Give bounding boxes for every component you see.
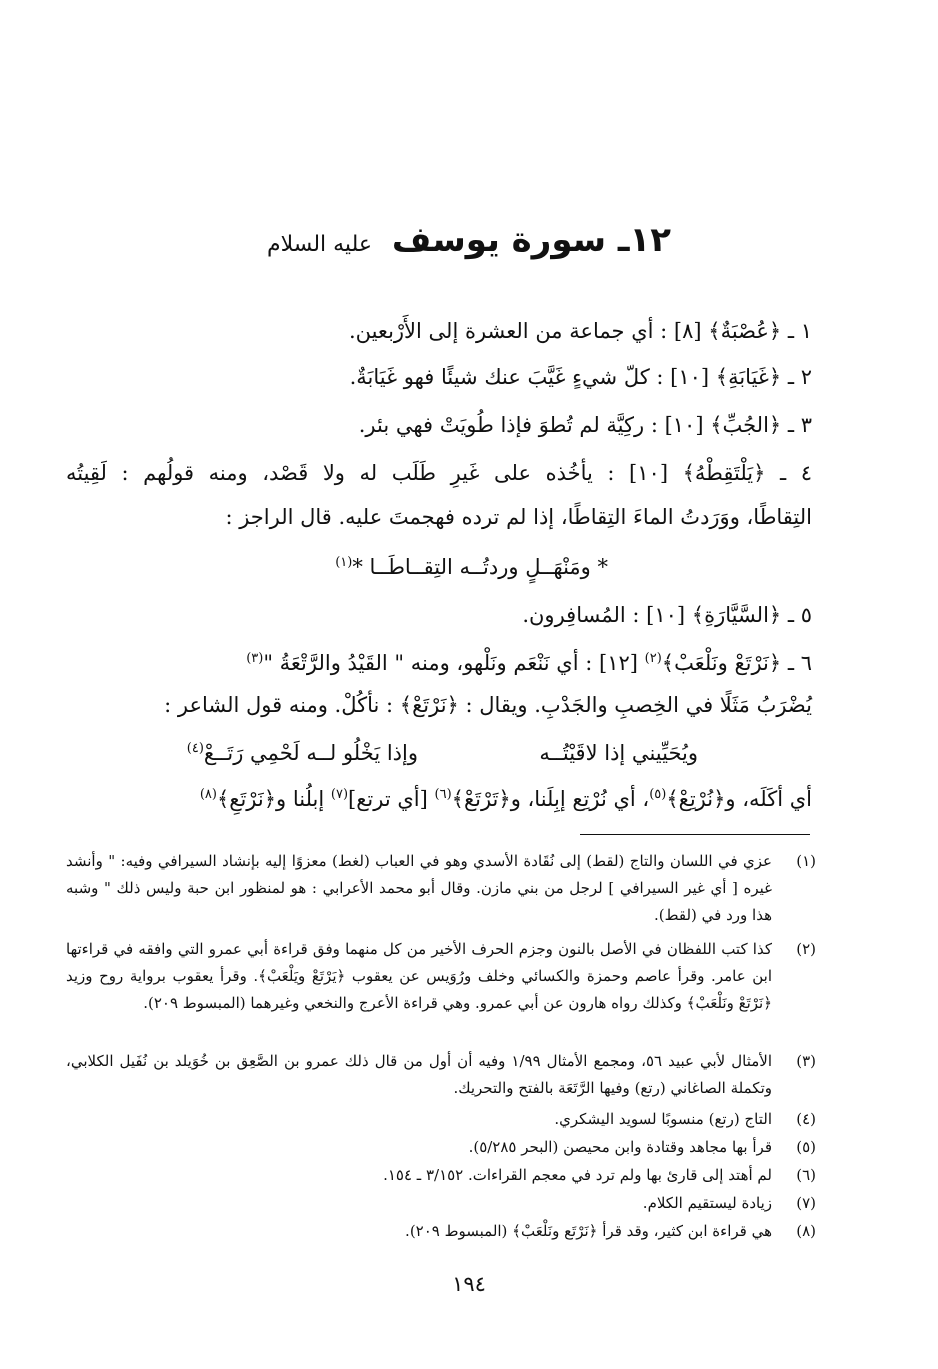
honorific-text: عليه السلام [266, 232, 372, 257]
entry-6-line-3: أي أكَلَه، و﴿نُرْتِعْ﴾$^{(٥)}$، أي نُرْتِع إبِلَنا، و﴿تَرْتَعْ﴾$^{(٦)}$ [أي ترتع]$^{(٧)}$ إبلُنا و﴿نَرْتَعِ﴾$^{(٨)}$ [199, 787, 812, 811]
footnote-separator [580, 834, 810, 835]
footnote-1 [66, 848, 816, 929]
footnote-3 [66, 1048, 816, 1102]
footnote-text: عزي في اللسان والتاج (لقط) إلى نُقَادة الأسدي وهو في العباب (لغط) معزوًا إليه بإنشاد السيرافي وفيه: " وأنشد غيره [ أي غير السيرافي ] لرجل من بني مازن. وقال أبو محمد الأعرابي : هو لمنظور ابن حبة وليس ذلك " وشبه هذا ورد في (لقط). [66, 852, 772, 924]
page-number: ١٩٤ [452, 1272, 486, 1296]
footnote-2 [66, 936, 816, 1017]
footnote-text: زيادة ليستقيم الكلام. [642, 1194, 772, 1212]
footnote-6 [66, 1162, 816, 1189]
footnote-ref: (٤) [186, 741, 204, 756]
surah-title-text: ١٢ـ سورة يوسف [391, 220, 672, 260]
footnote-number: (٢) [796, 940, 816, 958]
footnote-7 [66, 1190, 816, 1217]
footnote-number: (٤) [796, 1110, 816, 1128]
footnote-ref: (٧) [330, 787, 349, 802]
entry-6-line-2: يُضْرَبُ مَثَلًا في الخِصبِ والجَدْبِ. ويقال : ﴿نَرْتَعْ﴾ : نأكُلْ. ومنه قول الشاعر : [164, 693, 812, 717]
footnote-text: هي قراءة ابن كثير، وقد قرأ ﴿نَرْتَع ونَلْعَبْ﴾ (المبسوط ٢٠٩). [405, 1222, 772, 1240]
footnote-text: الأمثال لأبي عبيد ٥٦، ومجمع الأمثال ١/٩٩ وفيه أن أول من قال ذلك عمرو بن الصَّعِق بن خُوَيلد بن نُفَيل الكلابي، وتكملة الصاغاني (رتع) وفيها الرَّتَعَة بالفتح والتحريك. [66, 1052, 772, 1097]
footnote-ref: (٨) [199, 787, 217, 802]
surah-title [0, 216, 938, 269]
footnote-text: كذا كتب اللفظان في الأصل بالنون وجزم الحرف الأخير من كل منهما وفق قراءة أبي عمرو التي وافقه في قراءتها ابن عامر. وقرأ عاصم وحمزة والكسائي وخلف ورُوَيس عن يعقوب ﴿يَرْتَعْ ويَلْعَبْ﴾. وقرأ يعقوب برواية روح وزيد ﴿نَرْتَعْ ونَلْعَبْ﴾ وكذلك رواه هارون عن أبي عمرو. وهي قراءة الأعرج والنخعي وغيرهما (المبسوط ٢٠٩). [66, 940, 772, 1012]
footnote-number: (٦) [796, 1166, 816, 1184]
footnote-text: التاج (رتع) منسوبًا لسويد اليشكري. [554, 1110, 772, 1128]
verse-hemistich-2: وإذا يَخْلُو لــه لَحْمِي رَتَــعْ$^{(٤)}$ [186, 741, 418, 765]
entry-3: ٣ ـ ﴿الجُبِّ﴾ [١٠] : ركِيَّة لم تُطوَ فإذا طُويَتْ فهي بئر. [358, 413, 812, 437]
footnote-number: (٣) [796, 1052, 816, 1070]
footnote-number: (٥) [796, 1138, 816, 1156]
verse-hemistich-1: ويُحَيِّيني إذا لاقَيْتُــه [539, 741, 698, 765]
entry-4-line-1: ٤ ـ ﴿يَلْتَقِطْهُ﴾ [١٠] : يأخُذه على غَيرِ طَلَب له ولا قَصْد، ومنه قولُهم : لَقِيتُه [66, 461, 812, 485]
verse-rajaz: * ومَنْهَــلٍ وردتُــه التِقــاطَــا *$^{(١)}$ [335, 555, 608, 579]
entry-2: ٢ ـ ﴿غَيَابَةِ﴾ [١٠] : كلّ شيءٍ غَيَّبَ عنك شيئًا فهو غَيَابَةٌ. [349, 365, 812, 389]
footnote-number: (٧) [796, 1194, 816, 1212]
footnote-ref: (٣) [246, 651, 264, 666]
footnote-ref: (٦) [434, 787, 452, 802]
entry-5: ٥ ـ ﴿السَّيَّارَةِ﴾ [١٠] : المُسافِرون. [522, 603, 812, 627]
footnote-ref: (٥) [649, 787, 667, 802]
footnote-ref: (٢) [644, 651, 662, 666]
entry-1: ١ ـ ﴿عُصْبَةٌ﴾ [٨] : أي جماعة من العشرة إلى الأَرْبعين. [348, 319, 812, 343]
footnote-8 [66, 1218, 816, 1245]
footnote-4 [66, 1106, 816, 1133]
footnote-text: لم أهتد إلى قارئ بها ولم ترد في معجم القراءات. ٣/١٥٢ ـ ١٥٤. [383, 1166, 772, 1184]
footnote-text: قرأ بها مجاهد وقتادة وابن محيصن (البحر ٥/٢٨٥). [468, 1138, 772, 1156]
footnote-5 [66, 1134, 816, 1161]
entry-6-line-1: ٦ ـ ﴿نَرْتَعْ ونَلْعَبْ﴾$^{(٢)}$ [١٢] : أي نَنْعَم ونَلْهو، ومنه " القَيْدُ والرَّتْعَةُ "$^{(٣)}$ [246, 651, 812, 675]
entry-4-line-2: التِقاطًا، ووَرَدتُ الماءَ التِقاطًا، إذا لم ترده فهجمتَ عليه. قال الراجز : [225, 505, 812, 529]
footnote-ref: (١) [335, 555, 353, 570]
footnote-number: (٨) [796, 1222, 816, 1240]
footnote-number: (١) [796, 852, 816, 870]
